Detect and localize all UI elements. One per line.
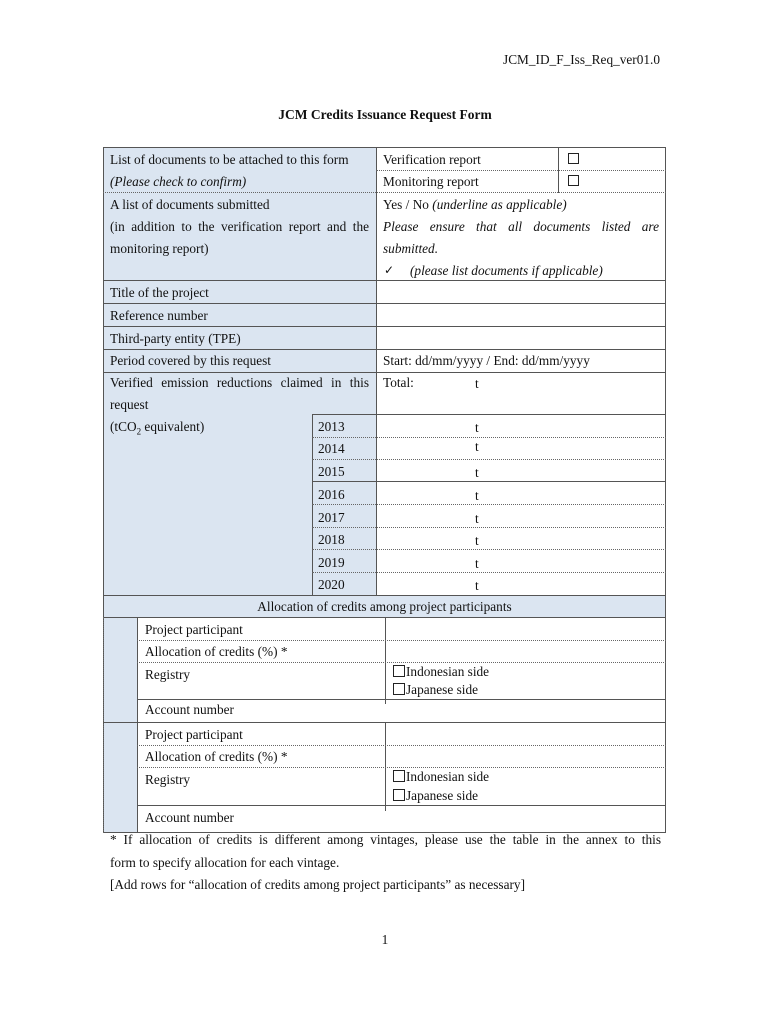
year-label: 2020 xyxy=(318,577,345,592)
participant-name-field[interactable] xyxy=(386,618,665,639)
emissions-values-cell xyxy=(376,372,666,596)
year-value-unit[interactable]: t xyxy=(475,420,479,435)
year-value-unit[interactable]: t xyxy=(475,488,479,503)
year-label: 2015 xyxy=(318,464,345,479)
project-title-label: Title of the project xyxy=(110,285,209,300)
project-title-field[interactable] xyxy=(377,281,665,302)
registry-label: Registry xyxy=(145,772,191,787)
documents-attached-sublabel: (Please check to confirm) xyxy=(110,174,247,189)
emissions-label-line1: Verified emission reductions claimed in this xyxy=(110,375,369,390)
year-value-unit[interactable]: t xyxy=(475,533,479,548)
documents-submitted-label-line1: A list of documents submitted xyxy=(110,197,270,212)
monitoring-report-label: Monitoring report xyxy=(383,174,479,189)
year-value-unit[interactable]: t xyxy=(475,556,479,571)
document-id: JCM_ID_F_Iss_Req_ver01.0 xyxy=(503,52,660,67)
participant-name-field[interactable] xyxy=(386,723,665,744)
participant-label: Project participant xyxy=(145,622,243,637)
total-unit[interactable]: t xyxy=(475,376,479,391)
footnote-line: form to specify allocation for each vintage. xyxy=(110,854,340,870)
tpe-field[interactable] xyxy=(377,327,665,348)
year-value-unit[interactable]: t xyxy=(475,511,479,526)
documents-value-cell xyxy=(376,147,666,281)
participant-2-marker xyxy=(104,723,137,832)
emissions-unit-label: (tCO$_2$ equivalent) xyxy=(110,419,205,437)
footnote-line: [Add rows for “allocation of credits among project participants” as necessary] xyxy=(110,877,526,892)
japanese-side-label: Japanese side xyxy=(406,788,478,803)
reference-number-label: Reference number xyxy=(110,308,208,323)
allocation-percent-field[interactable] xyxy=(386,746,665,766)
yes-no-option[interactable] xyxy=(383,197,567,212)
checkmark-icon: ✓ xyxy=(384,263,395,277)
reference-number-field[interactable] xyxy=(377,304,665,325)
registry-label: Registry xyxy=(145,667,191,682)
yes-no-text: Yes / No xyxy=(383,197,429,212)
year-value-unit[interactable]: t xyxy=(475,439,479,454)
ensure-note-line2: submitted. xyxy=(383,241,439,256)
account-number-label: Account number xyxy=(145,810,234,825)
indonesian-side-label: Indonesian side xyxy=(406,664,490,679)
year-value-unit[interactable]: t xyxy=(475,465,479,480)
participant-1-marker xyxy=(104,618,137,722)
documents-attached-label: List of documents to be attached to this form xyxy=(110,152,349,167)
period-label: Period covered by this request xyxy=(110,353,271,368)
documents-submitted-label-line2: (in addition to the verification report and the xyxy=(110,219,369,234)
period-value: Start: dd/mm/yyyy / End: dd/mm/yyyy xyxy=(383,353,590,368)
year-label: 2014 xyxy=(318,441,345,456)
footnote xyxy=(110,829,661,897)
emissions-label-line2: request xyxy=(110,397,149,412)
indonesian-side-checkbox[interactable] xyxy=(393,665,405,677)
indonesian-side-checkbox[interactable] xyxy=(393,770,405,782)
page-number: 1 xyxy=(381,932,389,947)
verification-report-label: Verification report xyxy=(383,152,481,167)
documents-label-cell xyxy=(103,147,377,281)
verification-report-checkbox[interactable] xyxy=(568,153,579,164)
yes-no-note: (underline as applicable) xyxy=(432,197,567,212)
year-label: 2017 xyxy=(318,510,345,525)
allocation-percent-label: Allocation of credits (%) * xyxy=(145,749,288,764)
japanese-side-checkbox[interactable] xyxy=(393,789,405,801)
tpe-label: Third-party entity (TPE) xyxy=(110,331,241,346)
year-label: 2013 xyxy=(318,419,345,434)
allocation-percent-field[interactable] xyxy=(386,641,665,661)
year-value-unit[interactable]: t xyxy=(475,578,479,593)
participant-label: Project participant xyxy=(145,727,243,742)
allocation-percent-label: Allocation of credits (%) * xyxy=(145,644,288,659)
allocation-header: Allocation of credits among project participants xyxy=(257,599,512,614)
form-title: JCM Credits Issuance Request Form xyxy=(278,107,492,122)
monitoring-report-checkbox[interactable] xyxy=(568,175,579,186)
footnote-line: * If allocation of credits is different among vintages, please use the table in the annex to this xyxy=(110,832,661,847)
total-label: Total: xyxy=(383,375,414,390)
japanese-side-checkbox[interactable] xyxy=(393,683,405,695)
year-label: 2018 xyxy=(318,532,345,547)
indonesian-side-label: Indonesian side xyxy=(406,769,490,784)
year-label: 2016 xyxy=(318,487,345,502)
japanese-side-label: Japanese side xyxy=(406,682,478,697)
documents-submitted-label-line3: monitoring report) xyxy=(110,241,209,256)
ensure-note-line1: Please ensure that all documents listed are xyxy=(383,219,659,234)
year-label: 2019 xyxy=(318,555,345,570)
account-number-label: Account number xyxy=(145,702,234,717)
list-documents-note: (please list documents if applicable) xyxy=(410,263,603,278)
